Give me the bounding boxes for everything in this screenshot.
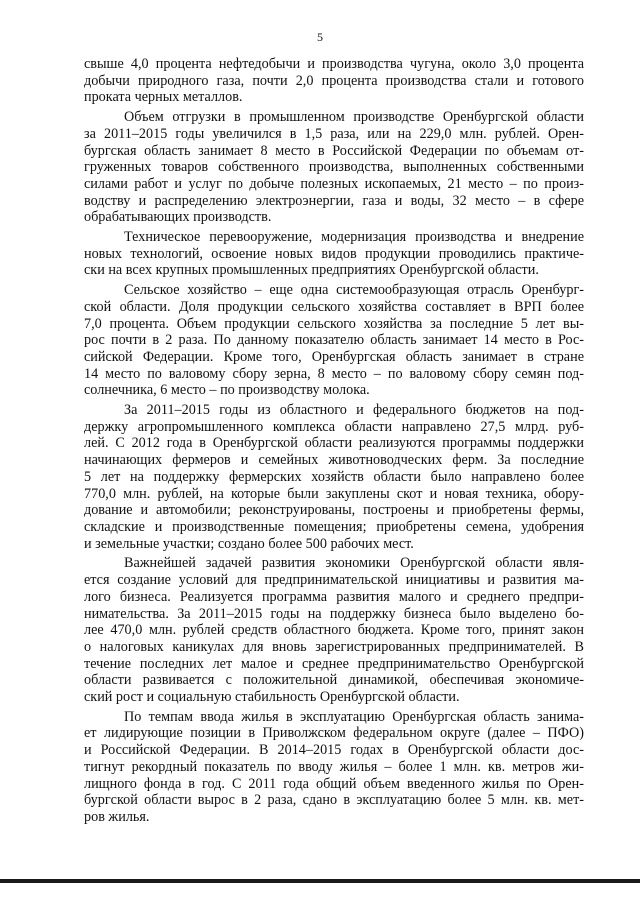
text-line: Сельское хозяйство – еще одна системообразующая отрасль Оренбург- [124,282,584,299]
paragraph [84,402,584,552]
text-line: рос почти в 2 раза. По данному показателю область занимает 14 место в Рос- [84,332,584,349]
text-line: области развивается с положительной динамикой, обеспечивая экономиче- [84,672,584,689]
text-line: дование и автомобили; реконструированы, построены и приобретены фермы, [84,502,584,519]
text-line: и земельные участки; создано более 500 рабочих мест. [84,535,414,552]
text-line: солнечника, 6 место – по производству молока. [84,382,370,399]
paragraph [84,282,584,399]
text-line: свыше 4,0 процента нефтедобычи и производства чугуна, около 3,0 процента [84,56,584,72]
text-line: бургская область занимает 8 место в Российской Федерации по объемам от- [84,142,584,159]
text-line: лищного фонда в год. С 2011 года общий объем введенного жилья по Орен- [84,775,584,792]
text-line: 5 лет на поддержку фермерских хозяйств области было направлено более [84,468,584,485]
text-line: за 2011–2015 годы увеличился в 1,5 раза, или на 229,0 млн. рублей. Орен- [84,125,584,142]
text-line: лее 470,0 млн. рублей средств областного бюджета. Кроме того, принят закон [84,622,584,639]
text-line: 7,0 процента. Объем продукции сельского хозяйства за последние 5 лет вы- [84,315,584,332]
text-line: новых технологий, освоение новых видов продукции проводились практиче- [84,245,584,262]
text-line: тигнут рекордный показатель по вводу жилья – более 1 млн. кв. метров жи- [84,758,584,775]
text-line: Важнейшей задачей развития экономики Оренбургской области явля- [124,555,584,572]
text-line: обрабатывающих производств. [84,209,272,226]
text-line: ской области. Доля продукции сельского хозяйства составляет в ВРП более [84,298,584,315]
text-line: водству и распределению электроэнергии, газа и воды, 32 место – в сфере [84,192,584,209]
text-line: лей. С 2012 года в Оренбургской области реализуются программы поддержки [84,435,584,452]
text-line: За 2011–2015 годы из областного и федерального бюджетов на под- [124,402,584,419]
footer-rule [0,879,640,883]
text-line: добычи природного газа, почти 2,0 процента производства стали и готового [84,72,584,89]
text-line: силами работ и услуг по добыче полезных ископаемых, 21 место – по произ- [84,175,584,192]
text-line: ски на всех крупных промышленных предприятиях Оренбургской области. [84,262,539,279]
paragraph [84,709,584,826]
text-line: Объем отгрузки в промышленном производстве Оренбургской области [124,109,584,126]
page-number: 5 [317,30,323,44]
text-line: лого бизнеса. Реализуется программа развития малого и среднего предпри- [84,588,584,605]
paragraph [84,229,584,279]
text-line: проката черных металлов. [84,89,243,106]
text-line: и Российской Федерации. В 2014–2015 годах в Оренбургской области дос- [84,742,584,759]
text-line: нимательства. За 2011–2015 годы на поддержку бизнеса было выделено бо- [84,605,584,622]
text-line: 770,0 млн. рублей, на которые были закуплены скот и новая техника, обору- [84,485,584,502]
text-line: о налоговых каникулах для вновь зарегистрированных предпринимателей. В [84,638,584,655]
text-line: держку агропромышленного комплекса области направлено 27,5 млрд. руб- [84,418,584,435]
paragraph [84,555,584,705]
text-line: груженных товаров собственного производства, выполненных собственными [84,159,584,176]
body-text [84,56,584,826]
text-line: Техническое перевооружение, модернизация производства и внедрение [124,229,584,246]
text-line: бургской области вырос в 2 раза, сдано в эксплуатацию более 5 млн. кв. мет- [84,792,584,809]
paragraph [84,56,584,106]
paragraph [84,109,584,226]
text-line: 14 место по валовому сбору зерна, 8 место – по валовому сбору семян под- [84,365,584,382]
text-line: начинающих фермеров и семейных животноводческих ферм. За последние [84,452,584,469]
text-line: течение последних лет малое и среднее предпринимательство Оренбургской [84,655,584,672]
text-line: ский рост и социальную стабильность Оренбургской области. [84,689,460,706]
text-line: По темпам ввода жилья в эксплуатацию Оренбургская область занима- [124,708,584,725]
text-line: ет лидирующие позиции в Приволжском федеральном округе (далее – ПФО) [84,725,584,742]
text-line: ется создание условий для предпринимательской инициативы и развития ма- [84,572,584,589]
text-line: складские и производственные помещения; приобретены семена, удобрения [84,518,584,535]
text-line: сийской Федерации. Кроме того, Оренбургская область занимает в стране [84,348,584,365]
text-line: ров жилья. [84,808,150,825]
